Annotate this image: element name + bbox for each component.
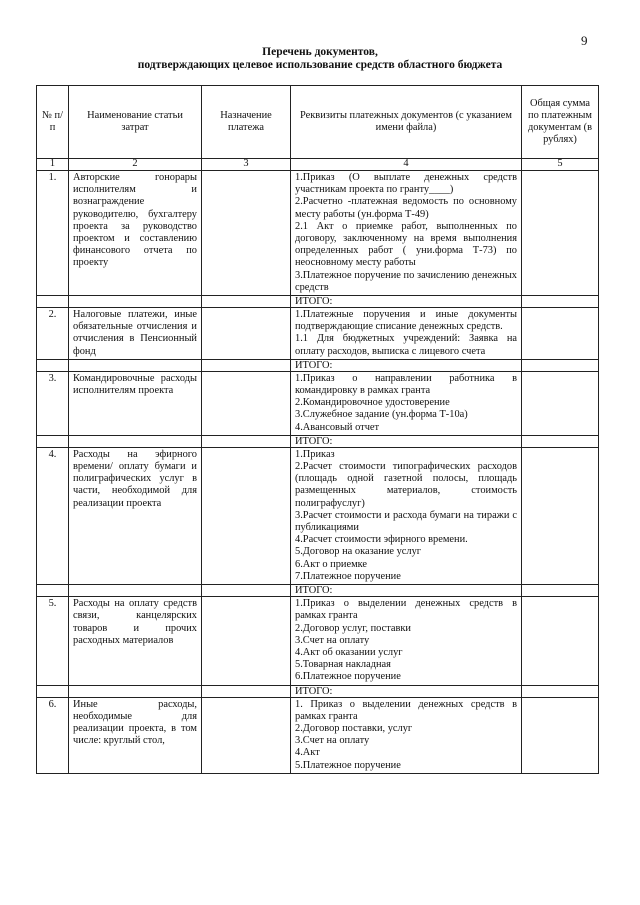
- requisite-document-item: 3.Счет на оплату: [295, 634, 370, 646]
- payment-purpose-cell: [202, 308, 291, 360]
- requisite-document-item: 4.Авансовый отчет: [295, 421, 380, 433]
- subtotal-empty-cell: [522, 359, 599, 371]
- header-total-sum: Общая сумма по платежным документам (в рублях): [522, 86, 599, 159]
- row-number: 6.: [37, 697, 69, 773]
- total-sum-cell: [522, 447, 599, 584]
- payment-requisites-cell: [291, 171, 522, 296]
- subtotal-empty-cell: [69, 435, 202, 447]
- requisite-document-item: 1. Приказ о выделении денежных средств в рамках гранта: [295, 698, 517, 722]
- subtotal-empty-cell: [202, 435, 291, 447]
- expense-item-name: Расходы на оплату средств связи, канцелярских товаров и прочих расходных материалов: [69, 597, 202, 685]
- expense-item-name: Авторские гонорары исполнителям и вознаграждение руководителю, бухгалтеру проекта за руководство проектом и составлению финансового отчета по проекту: [69, 171, 202, 296]
- requisite-document-item: 1.Приказ (О выплате денежных средств участникам проекта по гранту____): [295, 172, 517, 196]
- subtotal-empty-cell: [522, 685, 599, 697]
- requisite-document-item: 3.Платежное поручение по зачислению денежных средств: [295, 269, 517, 293]
- total-sum-cell: [522, 308, 599, 360]
- expense-item-name: Налоговые платежи, иные обязательные отчисления и отчисления в Пенсионный фонд: [69, 308, 202, 360]
- header-requisites: Реквизиты платежных документов (с указанием имени файла): [291, 86, 522, 159]
- row-number: 3.: [37, 371, 69, 435]
- payment-purpose-cell: [202, 447, 291, 584]
- subtotal-label: ИТОГО:: [291, 685, 522, 697]
- subtotal-row: [37, 435, 599, 447]
- requisite-document-item: 1.1 Для бюджетных учреждений: Заявка на оплату расходов, выписка с лицевого счета: [295, 333, 517, 357]
- payment-requisites-cell: [291, 308, 522, 360]
- row-number: 5.: [37, 597, 69, 685]
- requisite-document-item: 1.Приказ: [295, 448, 335, 460]
- table-row: [37, 308, 599, 360]
- requisite-document-item: 1.Приказ о направлении работника в командировку в рамках гранта: [295, 372, 517, 397]
- total-sum-cell: [522, 697, 599, 773]
- subtotal-empty-cell: [69, 296, 202, 308]
- column-numbers-row: [37, 159, 599, 171]
- total-sum-cell: [522, 171, 599, 296]
- column-number: 2: [69, 159, 202, 171]
- header-row: [37, 86, 599, 159]
- requisite-document-item: 3.Расчет стоимости и расхода бумаги на тиражи с публикациями: [295, 509, 517, 534]
- subtotal-empty-cell: [37, 435, 69, 447]
- payment-requisites-cell: [291, 597, 522, 685]
- requisite-document-item: 3.Служебное задание (ун.форма Т-10а): [295, 409, 468, 421]
- requisite-document-item: 5.Договор на оказание услуг: [295, 546, 422, 558]
- subtotal-row: [37, 296, 599, 308]
- requisite-document-item: 1.Платежные поручения и иные документы подтверждающие списание денежных средств.: [295, 309, 517, 333]
- subtotal-empty-cell: [202, 585, 291, 597]
- payment-requisites-cell: [291, 371, 522, 435]
- subtotal-label: ИТОГО:: [291, 435, 522, 447]
- total-sum-cell: [522, 597, 599, 685]
- table-row: [37, 597, 599, 685]
- total-sum-cell: [522, 371, 599, 435]
- payment-requisites-cell: [291, 447, 522, 584]
- requisite-document-item: 2.Расчетно -платежная ведомость по основному месту работы (ун.форма Т-49): [295, 196, 517, 220]
- table-row: [37, 171, 599, 296]
- requisite-document-item: 1.Приказ о выделении денежных средств в рамках гранта: [295, 598, 517, 622]
- subtotal-row: [37, 685, 599, 697]
- requisite-document-item: 2.Расчет стоимости типографических расходов (площадь одной газетной полосы, площадь размещенных материалов, стоимость полиграфуслуг): [295, 461, 517, 509]
- subtotal-label: ИТОГО:: [291, 585, 522, 597]
- row-number: 2.: [37, 308, 69, 360]
- subtotal-label: ИТОГО:: [291, 359, 522, 371]
- subtotal-empty-cell: [37, 359, 69, 371]
- column-number: 1: [37, 159, 69, 171]
- subtotal-empty-cell: [202, 296, 291, 308]
- subtotal-empty-cell: [69, 359, 202, 371]
- requisite-document-item: 6.Акт о приемке: [295, 558, 368, 570]
- requisite-document-item: 2.Договор услуг, поставки: [295, 622, 411, 634]
- payment-requisites-cell: [291, 697, 522, 773]
- table-row: [37, 447, 599, 584]
- requisite-document-item: 5.Товарная накладная: [295, 659, 391, 671]
- subtotal-empty-cell: [69, 585, 202, 597]
- header-name: Наименование статьи затрат: [69, 86, 202, 159]
- title-line-2: подтверждающих целевое использование средств областного бюджета: [137, 59, 503, 71]
- requisite-document-item: 4.Акт об оказании услуг: [295, 646, 403, 658]
- subtotal-row: [37, 359, 599, 371]
- column-number: 4: [291, 159, 522, 171]
- subtotal-empty-cell: [522, 296, 599, 308]
- subtotal-label: ИТОГО:: [291, 296, 522, 308]
- title-line-1: Перечень документов,: [262, 46, 378, 58]
- header-purpose: Назначение платежа: [202, 86, 291, 159]
- requisite-document-item: 2.1 Акт о приемке работ, выполненных по договору, заключенному на время выполнения определенных работ ( уни.форма Т-73) по неосновному месту работы: [295, 220, 517, 269]
- payment-purpose-cell: [202, 171, 291, 296]
- documents-table: [36, 85, 599, 774]
- requisite-document-item: 2.Командировочное удостоверение: [295, 397, 450, 409]
- payment-purpose-cell: [202, 371, 291, 435]
- subtotal-empty-cell: [37, 585, 69, 597]
- requisite-document-item: 5.Платежное поручение: [295, 759, 401, 771]
- document-title: [0, 46, 640, 72]
- table-body: [37, 171, 599, 774]
- requisite-document-item: 6.Платежное поручение: [295, 671, 401, 683]
- header-num: № п/п: [37, 86, 69, 159]
- table-row: [37, 697, 599, 773]
- subtotal-empty-cell: [202, 359, 291, 371]
- row-number: 4.: [37, 447, 69, 584]
- subtotal-empty-cell: [202, 685, 291, 697]
- payment-purpose-cell: [202, 697, 291, 773]
- subtotal-empty-cell: [522, 585, 599, 597]
- subtotal-empty-cell: [37, 296, 69, 308]
- row-number: 1.: [37, 171, 69, 296]
- payment-purpose-cell: [202, 597, 291, 685]
- expense-item-name: Командировочные расходы исполнителям проекта: [69, 371, 202, 435]
- requisite-document-item: 2.Договор поставки, услуг: [295, 722, 413, 734]
- subtotal-empty-cell: [69, 685, 202, 697]
- subtotal-row: [37, 585, 599, 597]
- requisite-document-item: 4.Акт: [295, 747, 320, 759]
- requisite-document-item: 4.Расчет стоимости эфирного времени.: [295, 534, 468, 546]
- column-number: 3: [202, 159, 291, 171]
- requisite-document-item: 3.Счет на оплату: [295, 735, 370, 747]
- page-number: 9: [581, 33, 588, 48]
- subtotal-empty-cell: [522, 435, 599, 447]
- subtotal-empty-cell: [37, 685, 69, 697]
- table-row: [37, 371, 599, 435]
- requisite-document-item: 7.Платежное поручение: [295, 570, 401, 582]
- expense-item-name: Расходы на эфирного времени/ оплату бумаги и полиграфических услуг в части, необходимой для реализации проекта: [69, 447, 202, 584]
- expense-item-name: Иные расходы, необходимые для реализации проекта, в том числе: круглый стол,: [69, 697, 202, 773]
- column-number: 5: [522, 159, 599, 171]
